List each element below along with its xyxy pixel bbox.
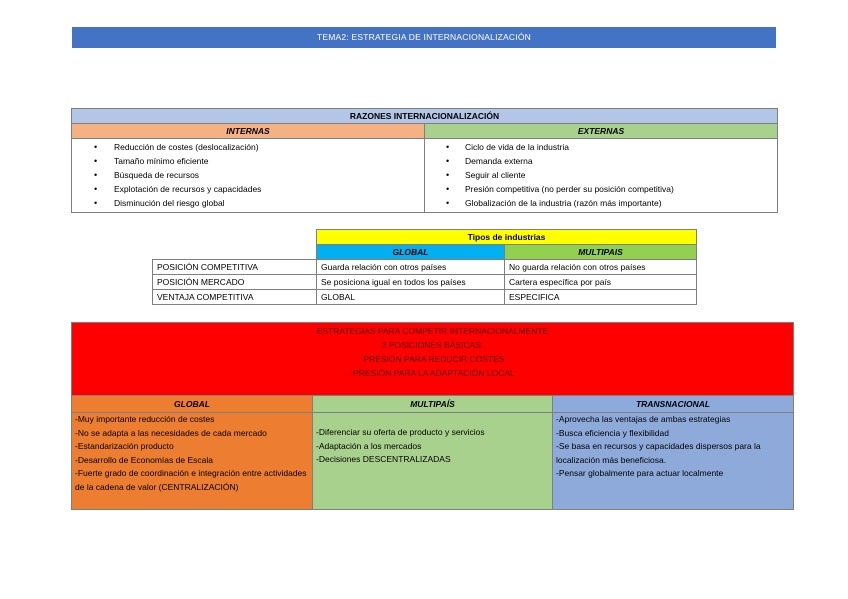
list-item: -Aprovecha las ventajas de ambas estrategias [556,414,731,424]
list-item: -Adaptación a los mercados [316,440,422,451]
internas-list [72,139,424,212]
razones-header: RAZONES INTERNACIONALIZACIÓN [72,109,778,124]
list-item: -Muy importante reducción de costes [75,414,215,424]
estrategias-point: -PRESIÓN PARA LA ADAPTACIÓN LOCAL [350,368,515,378]
estrategias-subtitle: 2 POSICIONES BÁSICAS: [381,340,484,350]
multipais-cell: Cartera específica por país [505,275,697,290]
empty-cell [153,230,317,245]
list-item: • Ciclo de vida de la industria [425,140,777,154]
transnacional-body [553,413,794,510]
list-item: -Diferenciar su oferta de producto y servicios [316,427,485,437]
list-item: • Tamaño mínimo eficiente [72,154,424,168]
externas-list-cell [425,139,778,213]
estrategias-header [72,323,794,396]
tipos-multipais-header: MULTIPAIS [505,245,697,260]
list-item: -Estandarización producto [75,441,174,451]
estrategias-point: -PRESIÓN PARA REDUCIR COSTES [360,354,505,364]
razones-table [71,108,777,213]
list-item: -Pensar globalmente para actuar localmente [556,468,724,478]
table-row [153,260,697,275]
list-item: • Búsqueda de recursos [72,168,424,182]
list-item: • Disminución del riesgo global [72,196,424,210]
global-cell: GLOBAL [317,290,505,305]
list-item: -Decisiones DESCENTRALIZADAS [316,454,451,464]
list-item: -Busca eficiencia y flexibilidad [556,427,669,438]
externas-header: EXTERNAS [425,124,778,139]
tipos-industrias-table [152,229,696,305]
page-title: TEMA2: ESTRATEGIA DE INTERNACIONALIZACIÓN [72,27,776,48]
global-header: GLOBAL [72,396,313,413]
global-cell: Se posiciona igual en todos los países [317,275,505,290]
multipais-body [313,413,553,510]
list-item: -Fuerte grado de coordinación e integración entre actividades de la cadena de valor (CENTRALIZACIÓN) [75,468,307,492]
multipais-header: MULTIPAÍS [313,396,553,413]
list-item: • Seguir al cliente [425,168,777,182]
list-item: • Demanda externa [425,154,777,168]
tipos-global-header: GLOBAL [317,245,505,260]
row-label: VENTAJA COMPETITIVA [153,290,317,305]
table-row [153,275,697,290]
list-item: • Explotación de recursos y capacidades [72,182,424,196]
global-cell: Guarda relación con otros países [317,260,505,275]
list-item: -No se adapta a las necesidades de cada mercado [75,427,267,438]
row-label: POSICIÓN MERCADO [153,275,317,290]
estrategias-table [71,322,793,510]
global-body [72,413,313,510]
list-item: • Globalización de la industria (razón más importante) [425,196,777,210]
transnacional-header: TRANSNACIONAL [553,396,794,413]
list-item: • Reducción de costes (deslocalización) [72,140,424,154]
list-item: -Desarrollo de Economías de Escala [75,454,213,465]
list-item: • Presión competitiva (no perder su posición competitiva) [425,182,777,196]
multipais-cell: No guarda relación con otros países [505,260,697,275]
estrategias-title: ESTRATEGIAS PARA COMPETIR INTERNACIONALMENTE [316,326,549,336]
multipais-cell: ESPECIFICA [505,290,697,305]
table-row [153,290,697,305]
empty-cell [153,245,317,260]
internas-list-cell [72,139,425,213]
tipos-header: Tipos de industrias [317,230,697,245]
externas-list [425,139,777,212]
internas-header: INTERNAS [72,124,425,139]
row-label: POSICIÓN COMPETITIVA [153,260,317,275]
list-item: -Se basa en recursos y capacidades dispersos para la localización más beneficiosa. [556,441,761,465]
